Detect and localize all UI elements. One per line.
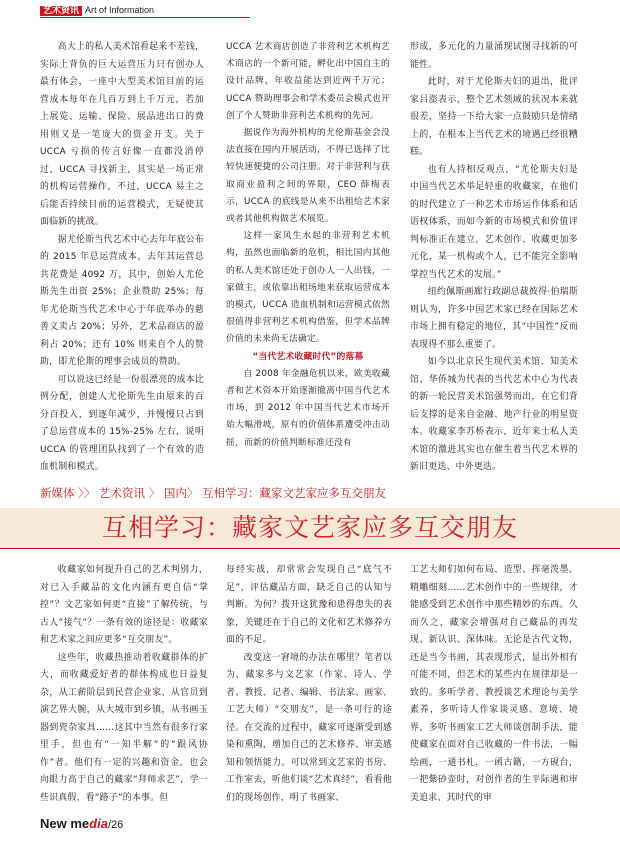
paragraph: 形成，多元化的力量涌现试图寻找新的可能性。 <box>410 42 578 70</box>
section-header <box>40 3 154 17</box>
top-column-1 <box>40 39 204 477</box>
section-tag: 艺术资讯 <box>40 6 82 16</box>
paragraph: 可以说这已经是一份很漂亮的成本比例分配，创建人尤伦斯先生由原来的百分百投入，到逐年减少，并慢慢只占到了总运营成本的 15%-25% 左右，说明 UCCA 的管理团队找到了一个有效的造血机制和模式。 <box>40 374 204 472</box>
paragraph: 改变这一窘境的办法在哪里？笔者以为，藏家多与文艺家（作家、诗人、学者、教授、记者、编辑、书法家、画家、工艺大师）“交朋友”，是一条可行的途径。在交流的过程中，藏家可逐渐受到感染和熏陶，增加自己的艺术修养、审美感知和领悟能力。可以常到文艺家的书房、工作室去，听他们谈“艺术真经”，看看他们的现场创作，明了书画家、 <box>226 652 392 803</box>
paragraph: 据说作为海外机构的尤伦斯基金会没法直接在国内开展活动，不得已选择了比较快速便捷的公司注册。对于非营利与获取商业盈利之间的界限，CEO 薛梅表示，UCCA 的底线是从来不出租给艺术家或者其他机构做艺术展览。 <box>226 128 390 225</box>
article-column-1 <box>40 562 208 807</box>
paragraph: 每经实战，却常常会发现自己“底气不足”，评估藏品方面，缺乏自己的认知与判断。为何？拨开这犹豫和患得患失的表象，关键还在于自己的文化和艺术修养方面的不足。 <box>226 565 392 645</box>
article-column-2 <box>226 562 392 807</box>
article-column-3 <box>410 562 578 807</box>
header-divider <box>40 17 250 18</box>
top-column-2 <box>226 39 390 452</box>
paragraph: UCCA 艺术商店创造了非营利艺术机构艺术商店的一个新可能，孵化出中国自主的设计品牌，年收益能达到近两千万元；UCCA 赞助理事会和学术委员会模式也开创了个人赞助非营利艺术机构的先河。 <box>226 42 390 121</box>
paragraph: 据尤伦斯当代艺术中心去年年底公布的 2015 年总运营成本，去年其运营总共花费是 4092 万，其中，创始人尤伦斯先生出资 25%；企业赞助 25%；每年尤伦斯当代艺术中心于年底举办的慈善义卖占 20%；另外，艺术品商店的盈利占 20%；还有 10% 则来自个人的赞助，即尤伦斯的理事会成员的赞助。 <box>40 234 204 367</box>
paragraph: 此时，对于尤伦斯夫妇的退出，批评家吕澎表示，整个艺术领域的状况本来就很差，坚持一下给大家一点鼓励只是情绪上的，在根本上当代艺术的境遇已经很糟糕。 <box>410 77 578 157</box>
paragraph: 收藏家如何提升自己的艺术判别力，对已入手藏品的文化内涵有更自信“掌控”？文艺家如何更“直接”了解传统，与古人“接气”？一条有效的途径是：收藏家和艺术家之间应更多“互交朋友”。 <box>40 565 208 645</box>
page-number: /26 <box>107 819 124 831</box>
breadcrumb: 新媒体 〉〉 艺术资讯 〉 国内〉 互相学习：藏家文艺家应多互交朋友 <box>40 486 387 500</box>
section-title-en: Art of Information <box>85 5 155 15</box>
paragraph: 自 2008 年金融危机以来，欧美收藏者和艺术资本开始逐渐撤离中国当代艺术市场，到 2012 年中国当代艺术市场开始大幅滑坡，原有的价值体系遭受冲击动摇，而新的价值判断标准还没有 <box>226 368 390 448</box>
top-column-3 <box>410 39 578 477</box>
paragraph: 纽约佩斯画廊行政副总裁彼得·伯瑞斯则认为，许多中国艺术家已经在国际艺术市场上拥有稳定的地位，其“中国性”反而表现得不那么重要了。 <box>410 287 578 350</box>
footer <box>40 816 123 831</box>
paragraph: 这样一家风生水起的非营利艺术机构，虽然也面临新的危机，相比国内其他的私人美术馆还处于创办人一人出钱，一家做主，或依靠出租场地来获取运营成本的模式，UCCA 造血机制和运营模式依然很值得非营利艺术机构借鉴，但学术品牌价值的未来尚无法确定。 <box>226 231 390 345</box>
paragraph: 这些年，收藏热推动着收藏群体的扩大，而收藏爱好者的群体构成也日益复杂，从工薪阶层到民营企业家、从官员到演艺界大腕，从大城市到乡镇，从书画玉器到瓷杂家具……这其中当然有很多行家里手，但也有“一知半解”的“跟风协作”者。他们有一定的兴趣和资金，也会向眼力高于自己的藏家“拜师求艺”，学一些识真假、看“路子”的本事。但 <box>40 652 208 803</box>
footer-brand-part-1: New me <box>40 816 90 831</box>
footer-brand-part-2: dia <box>89 816 108 831</box>
paragraph: 如今以北京民生现代美术馆、知美术馆、华侨城为代表的当代艺术中心为代表的新一轮民营美术馆强势而出，在它们背后支撑的是来自金融、地产行业的明星资本。收藏家李苏桥表示，近年来土私人美术馆的激进其实也在催生着当代艺术界的新旧更迭、中外更迭。 <box>410 357 578 472</box>
article-title: 互相学习：藏家文艺家应多互交朋友 <box>101 513 518 542</box>
section-subheading: “当代艺术收藏时代”的落幕 <box>252 351 364 362</box>
paragraph: 高大上的私人美术馆看起来不差钱，实际上背负的巨大运营压力只有创办人最有体会，一座中大型美术馆目前的运营成本每年在几百万到上千万元，若加上展览、运输、保险、展品进出口的费用则又是一笔庞大的资金开支。关于 UCCA 亏损的传言好像一直都没消停过，UCCA 寻找新主，其实是一场正常的机构运营操作，不过，UCCA 易主之后能否持续目前的运营模式，无疑使其面临新的挑战。 <box>40 42 204 227</box>
paragraph: 工艺大师们如何布局、造型、挥毫泼墨、精雕细刻……艺术创作中的一些规律，才能感受到艺术创作中那些精妙的东西。久而久之，藏家会增强对自己藏品的再发现、新认识、深体味。无论是古代文物，还是当今书画，其表现形式，显出外相有可能不同，但艺术的某些内在规律却是一致的。多听学者、教授谈艺术理论与美学素养，多听诗人作家谈灵感、意境、境界，多听书画家工艺大师谈创制手法，能使藏家在面对自己收藏的一件书法，一幅绘画，一通书札，一函古籍，一方砚台，一把紫砂壶时，对创作者的生平际遇和审美追求、其时代的审 <box>410 565 578 803</box>
paragraph: 也有人持相反观点，“尤伦斯夫妇是中国当代艺术举足轻重的收藏家，在他们的时代建立了一种艺术市场运作体系和话语权体系，而如今新的市场模式和价值评判标准正在建立，艺术创作、收藏更加多元化，某一机构或个人，已不能完全影响掌控当代艺术的发展。” <box>410 164 578 280</box>
